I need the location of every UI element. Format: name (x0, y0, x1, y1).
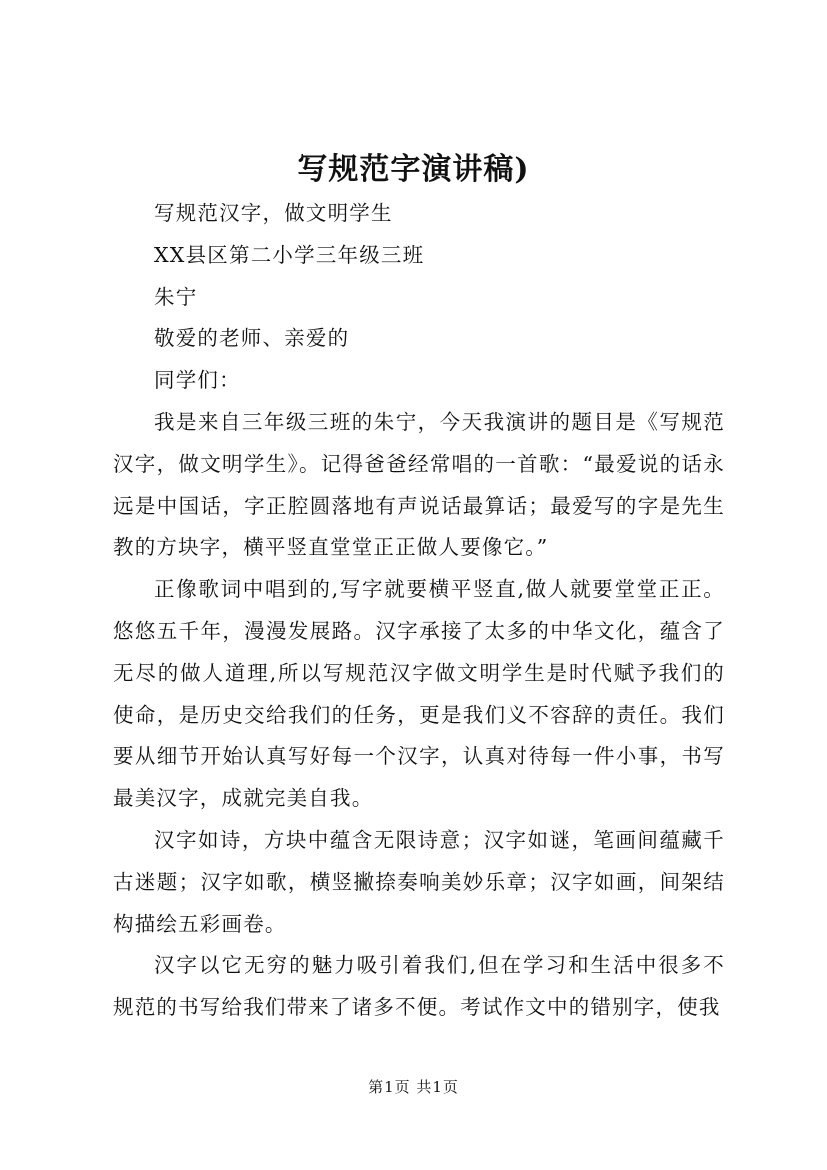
school-class-line: XX县区第二小学三年级三班 (154, 242, 425, 267)
document-body (113, 193, 725, 1029)
greeting-line-1: 敬爱的老师、亲爱的 (154, 326, 350, 351)
page-number-footer: 第1页 共1页 (368, 1078, 459, 1096)
greeting-line-2: 同学们： (154, 368, 241, 393)
author-name: 朱宁 (154, 284, 198, 309)
body-paragraph: 汉字如诗，方块中蕴含无限诗意；汉字如谜，笔画间蕴藏千古迷题；汉字如歌，横竖撇捺奏响美妙乐章；汉字如画，间架结构描绘五彩画卷。 (113, 827, 725, 936)
document-title: 写规范字演讲稿) (297, 152, 530, 187)
body-paragraph: 汉字以它无穷的魅力吸引着我们,但在学习和生活中很多不规范的书写给我们带来了诸多不便。考试作文中的错别字，使我 (113, 953, 725, 1020)
body-paragraph: 正像歌词中唱到的,写字就要横平竖直,做人就要堂堂正正。悠悠五千年，漫漫发展路。汉字承接了太多的中华文化，蕴含了无尽的做人道理,所以写规范汉字做文明学生是时代赋予我们的使命，是历史交给我们的任务，更是我们义不容辞的责任。我们要从细节开始认真写好每一个汉字，认真对待每一件小事，书写最美汉字，成就完美自我。 (113, 577, 725, 811)
body-paragraph: 我是来自三年级三班的朱宁，今天我演讲的题目是《写规范汉字，做文明学生》。记得爸爸经常唱的一首歌：“最爱说的话永远是中国话，字正腔圆落地有声说话最算话；最爱写的字是先生教的方块字，横平竖直堂堂正正做人要像它。” (113, 409, 725, 560)
subtitle-line: 写规范汉字，做文明学生 (154, 201, 393, 225)
